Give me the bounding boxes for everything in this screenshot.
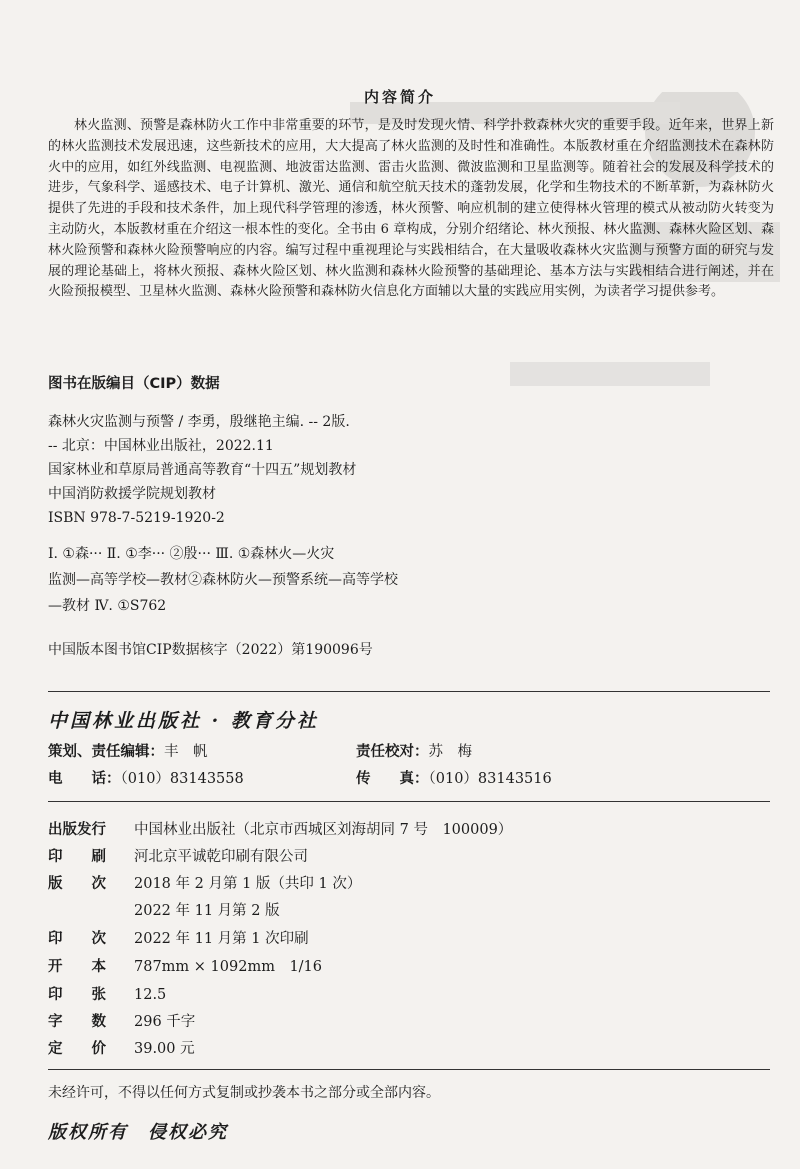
spec-row-price xyxy=(48,1037,195,1058)
spec-value: 2022 年 11 月第 1 次印刷 xyxy=(134,931,309,947)
spec-label: 字 数 xyxy=(48,1014,106,1030)
spec-label: 版 次 xyxy=(48,876,106,892)
phone-label: 电 话： xyxy=(48,771,121,787)
spec-row-distribution xyxy=(48,818,512,839)
proofreader-value: 苏 梅 xyxy=(428,744,472,760)
spec-label: 印 刷 xyxy=(48,849,106,865)
editor-label: 策划、责任编辑： xyxy=(48,744,164,760)
fax-credit xyxy=(356,767,552,788)
spec-value: 39.00 元 xyxy=(134,1041,195,1057)
spec-row-edition xyxy=(48,872,361,893)
proofreader-credit xyxy=(356,740,472,761)
spec-value: 787mm × 1092mm 1/16 xyxy=(134,959,323,975)
proofreader-label: 责任校对： xyxy=(356,744,429,760)
summary-heading: 内容简介 xyxy=(363,88,436,106)
spec-label: 印 次 xyxy=(48,931,106,947)
spec-label: 定 价 xyxy=(48,1041,106,1057)
divider xyxy=(48,1069,770,1070)
spec-label: 印 张 xyxy=(48,987,106,1003)
spec-value: 2022 年 11 月第 2 版 xyxy=(134,903,280,919)
cip-line-publisher: -- 北京：中国林业出版社，2022.11 xyxy=(48,438,274,454)
spec-value: 2018 年 2 月第 1 版（共印 1 次） xyxy=(134,876,362,892)
spec-label: 出版发行 xyxy=(48,822,106,838)
spec-value: 12.5 xyxy=(134,987,167,1003)
spec-row-word-count xyxy=(48,1010,195,1031)
spec-value: 296 千字 xyxy=(134,1014,196,1030)
editor-value: 丰 帆 xyxy=(164,744,208,760)
spec-row-impression xyxy=(48,927,309,948)
divider xyxy=(48,801,770,802)
cip-line-title: 森林火灾监测与预警 / 李勇，殷继艳主编. -- 2版. xyxy=(48,414,350,430)
spec-row-edition-2 xyxy=(48,899,280,920)
cip-line-classification-1: Ⅰ. ①森··· Ⅱ. ①李··· ②殷··· Ⅲ. ①森林火—火灾 xyxy=(48,546,335,562)
fax-value: （010）83143516 xyxy=(428,771,552,787)
spec-row-sheets xyxy=(48,983,166,1004)
editor-credit xyxy=(48,740,208,761)
spec-row-printer xyxy=(48,845,308,866)
cip-line-series: 国家林业和草原局普通高等教育“十四五”规划教材 xyxy=(48,462,357,478)
cip-heading: 图书在版编目（CIP）数据 xyxy=(48,376,220,392)
publisher-name: 中国林业出版社 · 教育分社 xyxy=(48,710,319,732)
cip-line-classification-3: —教材 Ⅳ. ①S762 xyxy=(48,598,167,614)
cip-line-series-2: 中国消防救援学院规划教材 xyxy=(48,486,216,502)
spec-row-format xyxy=(48,955,322,976)
fax-label: 传 真： xyxy=(356,771,429,787)
copyright-notice: 未经许可，不得以任何方式复制或抄袭本书之部分或全部内容。 xyxy=(48,1085,440,1101)
divider xyxy=(48,691,770,692)
spec-value: 中国林业出版社（北京市西城区刘海胡同 7 号 100009） xyxy=(134,822,513,838)
spec-label: 开 本 xyxy=(48,959,106,975)
spec-value: 河北京平诚乾印刷有限公司 xyxy=(134,849,308,865)
cip-line-classification-2: 监测—高等学校—教材②森林防火—预警系统—高等学校 xyxy=(48,572,398,588)
cip-line-isbn: ISBN 978-7-5219-1920-2 xyxy=(48,510,225,526)
cip-line-number: 中国版本图书馆CIP数据核字（2022）第190096号 xyxy=(48,642,373,658)
summary-text: 林火监测、预警是森林防火工作中非常重要的环节，是及时发现火情、科学扑救森林火灾的重要手段。近年来，世界上新的林火监测技术发展迅速，这些新技术的应用，大大提高了林火监测的及时性和准确性。本版教材重在介绍监测技术在森林防火中的应用，如红外线监测、电视监测、地波雷达监测、雷击火监测、微波监测和卫星监测等。随着社会的发展及科学技术的进步，气象科学、遥感技术、电子计算机、激光、通信和航空航天技术的蓬勃发展，化学和生物技术的不断革新，为森林防火提供了先进的手段和技术条件，加上现代科学管理的渗透，林火预警、响应机制的建立使得林火管理的模式从被动防火转变为主动防火，本版教材重在介绍这一根本性的变化。全书由 6 章构成，分别介绍绪论、林火预报、林火监测、森林火险区划、森林火险预警和森林火险预警响应的内容。编写过程中重视理论与实践相结合，在大量吸收森林火灾监测与预警方面的研究与发展的理论基础上，将林火预报、森林火险区划、林火监测和森林火险预警的基础理论、基本方法与实践相结合进行阐述，并在火险预报模型、卫星林火监测、森林火险预警和森林防火信息化方面辅以大量的实践应用实例，为读者学习提供参考。 xyxy=(48,118,774,300)
phone-value: （010）83143558 xyxy=(120,771,244,787)
phone-credit xyxy=(48,767,244,788)
rights-reserved: 版权所有 侵权必究 xyxy=(48,1122,228,1143)
